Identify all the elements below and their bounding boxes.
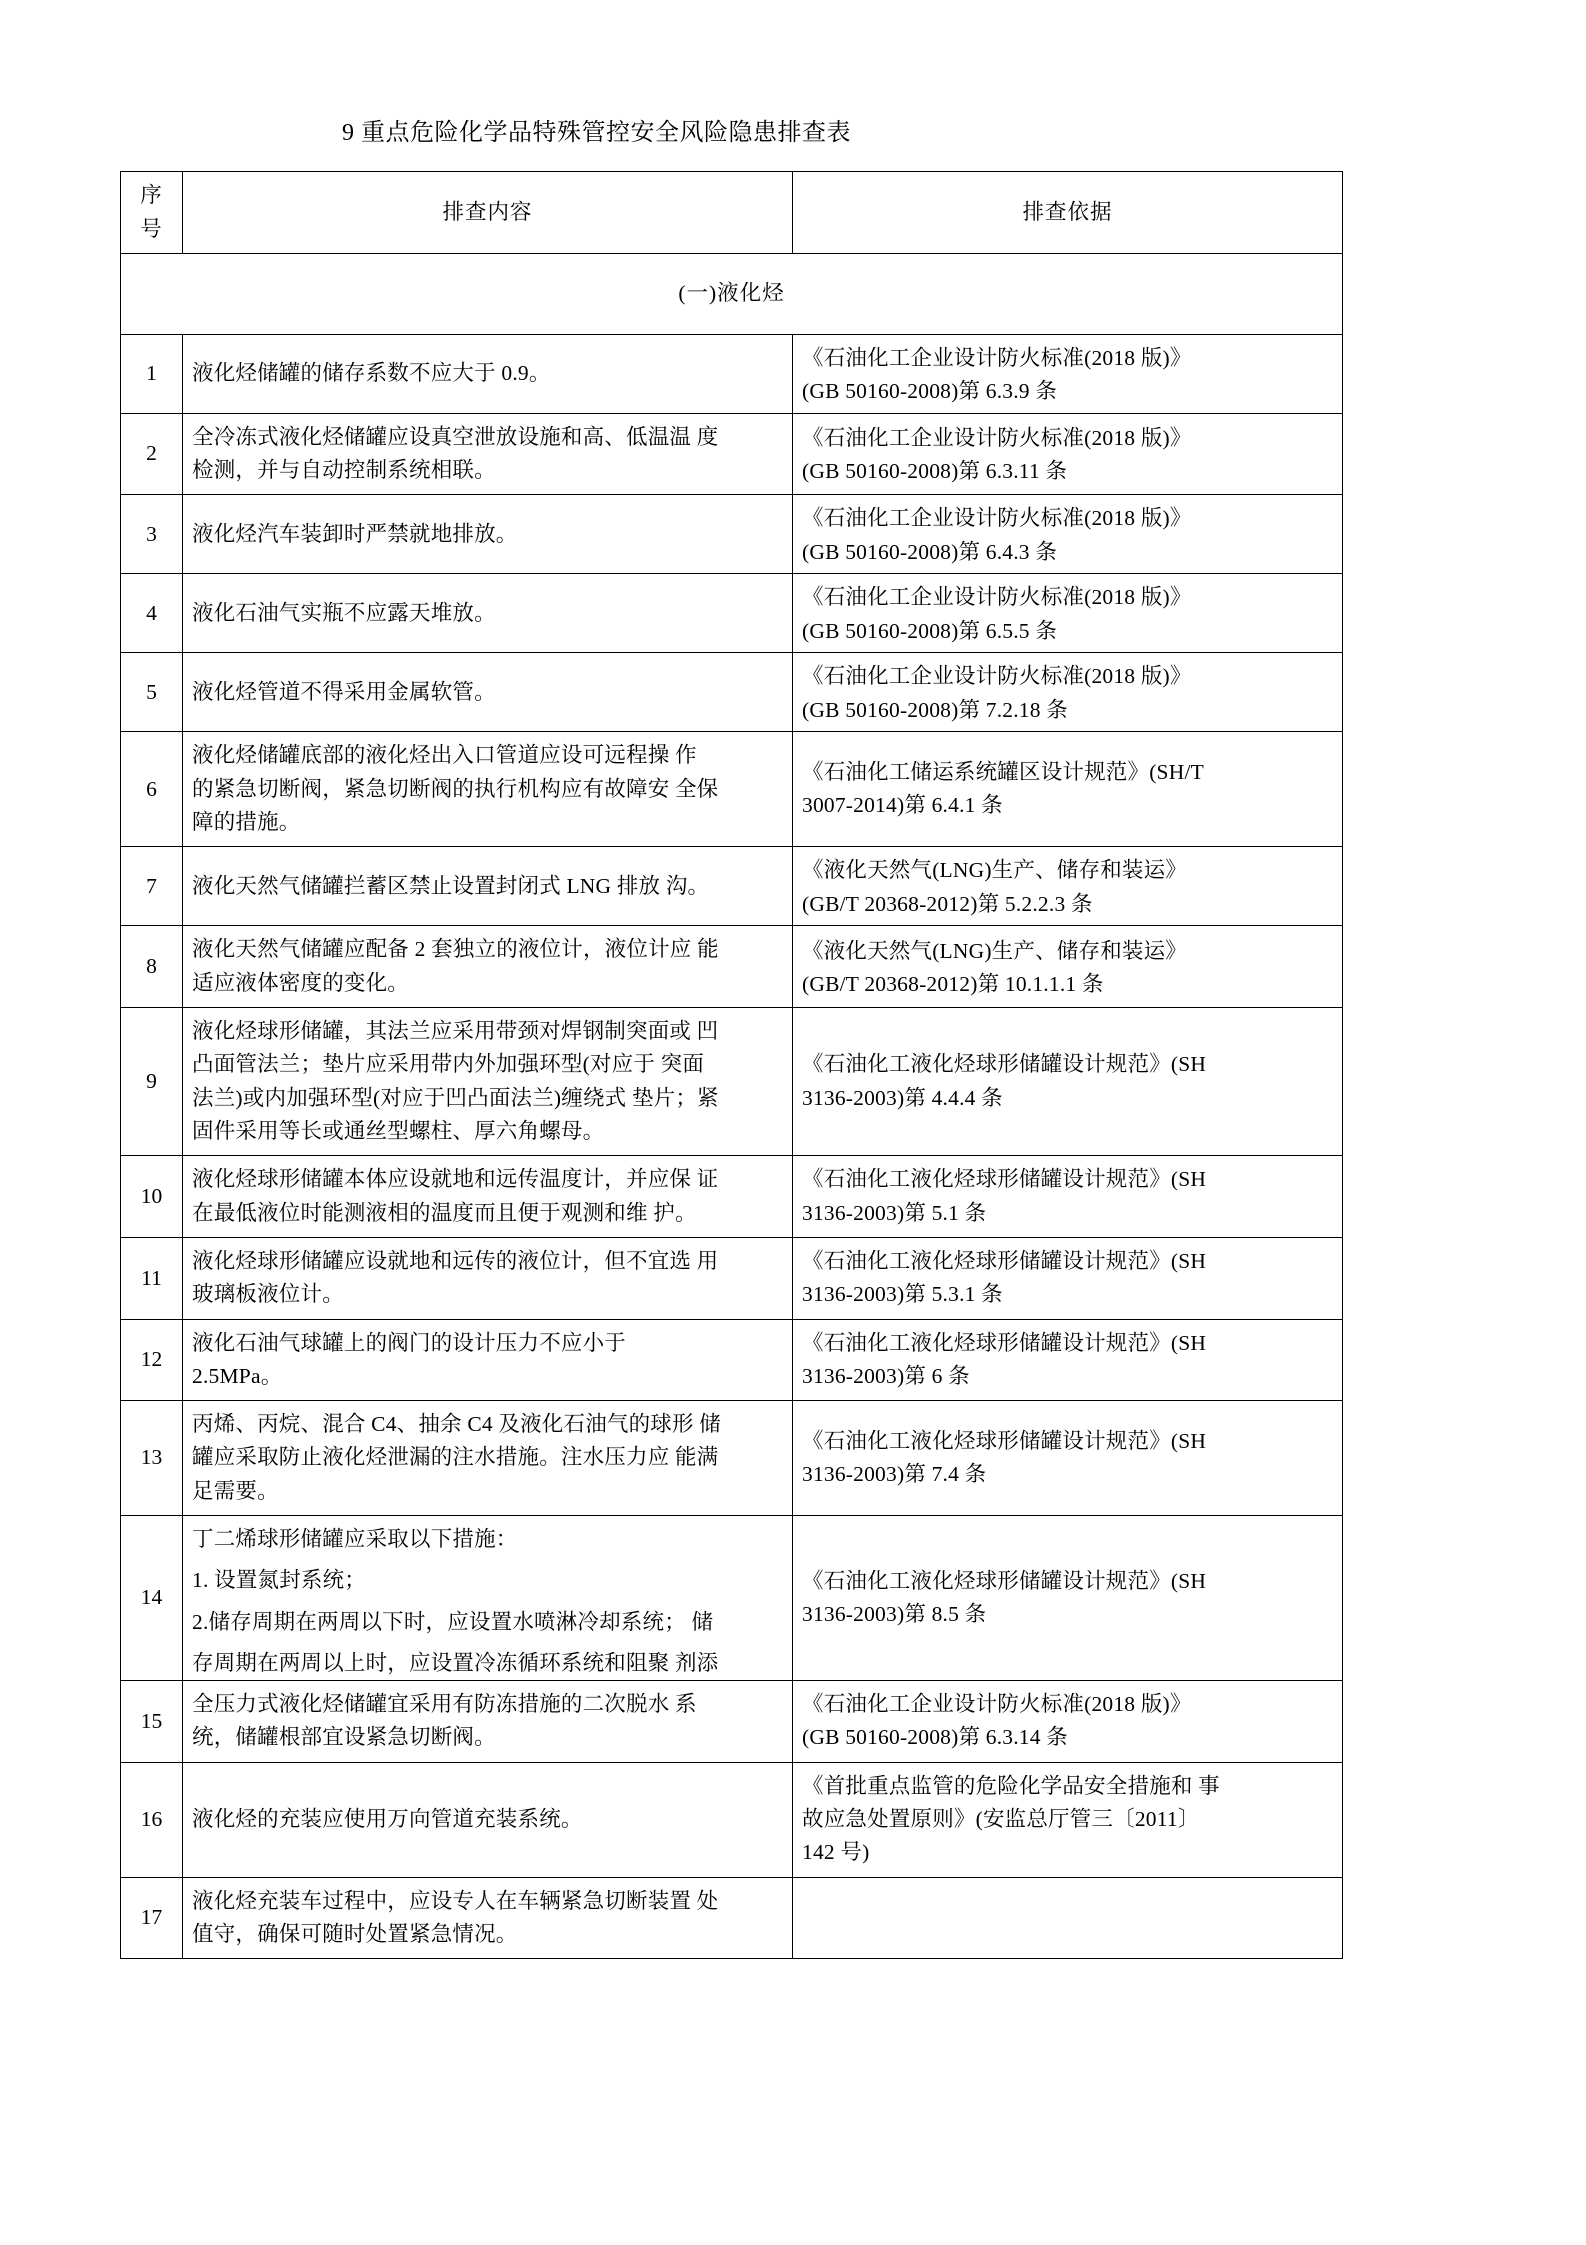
row-content: 液化烃汽车装卸时严禁就地排放。 xyxy=(183,495,793,574)
row-basis: 《石油化工液化烃球形储罐设计规范》(SH 3136-2003)第 7.4 条 xyxy=(793,1401,1343,1516)
row-basis: 《石油化工企业设计防火标准(2018 版)》 (GB 50160-2008)第 6.5.5 条 xyxy=(793,574,1343,653)
table-header-row xyxy=(121,172,1343,254)
table-row xyxy=(121,334,1343,413)
row-number: 13 xyxy=(121,1401,183,1516)
table-row xyxy=(121,413,1343,495)
row-content: 液化石油气球罐上的阀门的设计压力不应小于 2.5MPa。 xyxy=(183,1319,793,1401)
table-row xyxy=(121,574,1343,653)
table-row xyxy=(121,653,1343,732)
table-row xyxy=(121,1877,1343,1959)
row-number: 17 xyxy=(121,1877,183,1959)
row-basis: 《液化天然气(LNG)生产、储存和装运》 (GB/T 20368-2012)第 10.1.1.1 条 xyxy=(793,926,1343,1008)
row-number: 15 xyxy=(121,1681,183,1763)
table-row xyxy=(121,1008,1343,1156)
table-row xyxy=(121,1401,1343,1516)
row-content: 液化烃的充装应使用万向管道充装系统。 xyxy=(183,1762,793,1877)
section-header-row xyxy=(121,253,1343,334)
row-basis: 《石油化工企业设计防火标准(2018 版)》 (GB 50160-2008)第 6.3.14 条 xyxy=(793,1681,1343,1763)
risk-checklist-table xyxy=(120,171,1343,1959)
row-number: 5 xyxy=(121,653,183,732)
section-title: (一)液化烃 xyxy=(121,253,1343,334)
row-basis: 《石油化工液化烃球形储罐设计规范》(SH 3136-2003)第 8.5 条 xyxy=(793,1516,1343,1681)
row-basis: 《液化天然气(LNG)生产、储存和装运》 (GB/T 20368-2012)第 5.2.2.3 条 xyxy=(793,847,1343,926)
row-number: 4 xyxy=(121,574,183,653)
row-basis: 《石油化工企业设计防火标准(2018 版)》 (GB 50160-2008)第 6.3.9 条 xyxy=(793,334,1343,413)
row-basis: 《石油化工液化烃球形储罐设计规范》(SH 3136-2003)第 5.1 条 xyxy=(793,1156,1343,1238)
row-basis: 《石油化工液化烃球形储罐设计规范》(SH 3136-2003)第 5.3.1 条 xyxy=(793,1237,1343,1319)
row-number: 9 xyxy=(121,1008,183,1156)
row-content: 液化烃球形储罐本体应设就地和远传温度计，并应保 证 在最低液位时能测液相的温度而且便于观测和维 护。 xyxy=(183,1156,793,1238)
table-row xyxy=(121,847,1343,926)
row-number: 14 xyxy=(121,1516,183,1681)
row-basis: 《石油化工液化烃球形储罐设计规范》(SH 3136-2003)第 6 条 xyxy=(793,1319,1343,1401)
row-basis: 《首批重点监管的危险化学品安全措施和 事 故应急处置原则》(安监总厅管三〔2011〕 142 号) xyxy=(793,1762,1343,1877)
table-row xyxy=(121,1237,1343,1319)
row-number: 16 xyxy=(121,1762,183,1877)
row-number: 12 xyxy=(121,1319,183,1401)
row-content: 全冷冻式液化烃储罐应设真空泄放设施和高、低温温 度 检测，并与自动控制系统相联。 xyxy=(183,413,793,495)
table-row xyxy=(121,732,1343,847)
row-content: 液化烃充装车过程中，应设专人在车辆紧急切断装置 处 值守，确保可随时处置紧急情况。 xyxy=(183,1877,793,1959)
row-number: 3 xyxy=(121,495,183,574)
row-content: 液化烃球形储罐，其法兰应采用带颈对焊钢制突面或 凹 凸面管法兰；垫片应采用带内外加强环型(对应于 突面 法兰)或内加强环型(对应于凹凸面法兰)缠绕式 垫片；紧 固件采用等长或通丝型螺柱、厚六角螺母。 xyxy=(183,1008,793,1156)
row-content: 液化天然气储罐应配备 2 套独立的液位计，液位计应 能 适应液体密度的变化。 xyxy=(183,926,793,1008)
column-header-no: 序号 xyxy=(121,172,183,254)
row-basis: 《石油化工企业设计防火标准(2018 版)》 (GB 50160-2008)第 7.2.18 条 xyxy=(793,653,1343,732)
row-number: 10 xyxy=(121,1156,183,1238)
row-content: 液化烃储罐的储存系数不应大于 0.9。 xyxy=(183,334,793,413)
table-row xyxy=(121,1319,1343,1401)
table-row xyxy=(121,926,1343,1008)
table-row xyxy=(121,1516,1343,1681)
row-number: 2 xyxy=(121,413,183,495)
row-basis-empty xyxy=(793,1877,1343,1959)
row-content: 液化烃储罐底部的液化烃出入口管道应设可远程操 作 的紧急切断阀，紧急切断阀的执行机构应有故障安 全保 障的措施。 xyxy=(183,732,793,847)
table-row xyxy=(121,1156,1343,1238)
row-number: 6 xyxy=(121,732,183,847)
table-row xyxy=(121,1681,1343,1763)
row-content: 液化天然气储罐拦蓄区禁止设置封闭式 LNG 排放 沟。 xyxy=(183,847,793,926)
row-content: 液化石油气实瓶不应露天堆放。 xyxy=(183,574,793,653)
row-number: 7 xyxy=(121,847,183,926)
page-title: 9 重点危险化学品特殊管控安全风险隐患排查表 xyxy=(342,120,851,146)
row-basis: 《石油化工企业设计防火标准(2018 版)》 (GB 50160-2008)第 6.4.3 条 xyxy=(793,495,1343,574)
column-header-basis: 排查依据 xyxy=(793,172,1343,254)
table-row xyxy=(121,1762,1343,1877)
row-basis: 《石油化工液化烃球形储罐设计规范》(SH 3136-2003)第 4.4.4 条 xyxy=(793,1008,1343,1156)
table-row xyxy=(121,495,1343,574)
column-header-content: 排查内容 xyxy=(183,172,793,254)
row-number: 1 xyxy=(121,334,183,413)
row-content: 液化烃球形储罐应设就地和远传的液位计，但不宜选 用 玻璃板液位计。 xyxy=(183,1237,793,1319)
row-content: 丙烯、丙烷、混合 C4、抽余 C4 及液化石油气的球形 储 罐应采取防止液化烃泄漏的注水措施。注水压力应 能满 足需要。 xyxy=(183,1401,793,1516)
row-content: 全压力式液化烃储罐宜采用有防冻措施的二次脱水 系 统，储罐根部宜设紧急切断阀。 xyxy=(183,1681,793,1763)
row-number: 11 xyxy=(121,1237,183,1319)
row-content: 液化烃管道不得采用金属软管。 xyxy=(183,653,793,732)
row-content: 丁二烯球形储罐应采取以下措施： 1. 设置氮封系统； 2.储存周期在两周以下时，应设置水喷淋冷却系统； 储 存周期在两周以上时，应设置冷冻循环系统和阻聚 剂添 xyxy=(183,1516,793,1681)
row-number: 8 xyxy=(121,926,183,1008)
row-basis: 《石油化工储运系统罐区设计规范》(SH/T 3007-2014)第 6.4.1 条 xyxy=(793,732,1343,847)
row-basis: 《石油化工企业设计防火标准(2018 版)》 (GB 50160-2008)第 6.3.11 条 xyxy=(793,413,1343,495)
